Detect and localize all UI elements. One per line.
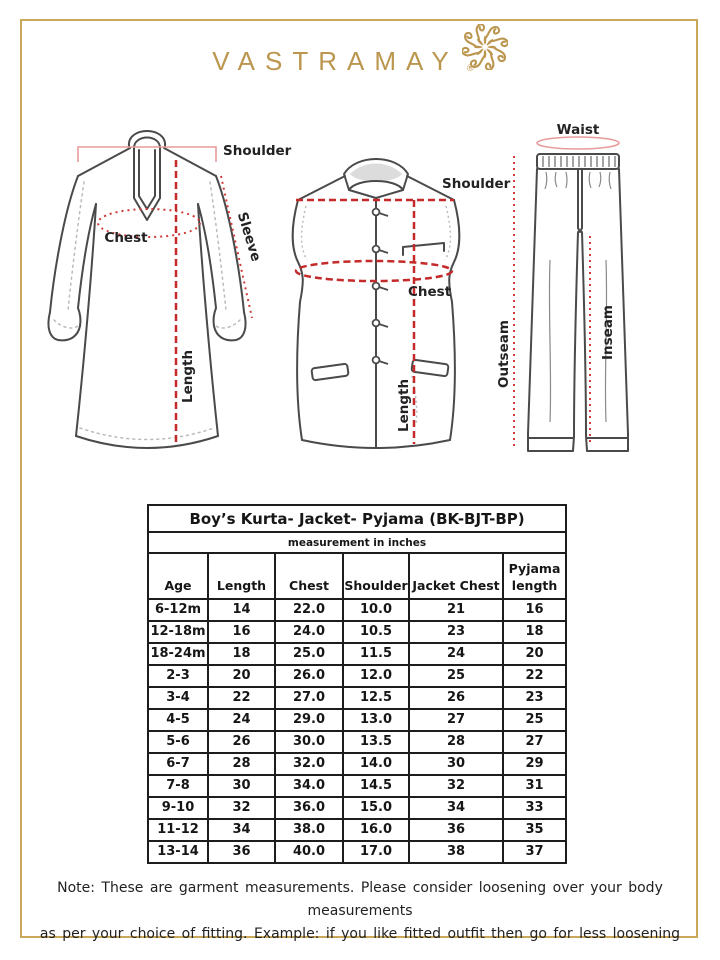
table-cell: 18 <box>208 643 275 665</box>
kurta-outline <box>48 131 245 448</box>
size-table-body <box>148 599 566 863</box>
pyjama-waistband-elastic <box>543 156 615 167</box>
table-cell: 27 <box>409 709 503 731</box>
brand-logo <box>0 24 720 84</box>
table-cell: 12-18m <box>148 621 208 643</box>
table-cell: 20 <box>503 643 566 665</box>
kurta-sleeve-label: Sleeve <box>233 210 264 264</box>
col-shoulder: Shoulder <box>343 553 409 599</box>
table-cell: 20 <box>208 665 275 687</box>
table-row <box>148 687 566 709</box>
table-row <box>148 709 566 731</box>
table-cell: 10.5 <box>343 621 409 643</box>
table-cell: 11.5 <box>343 643 409 665</box>
table-cell: 18 <box>503 621 566 643</box>
table-cell: 40.0 <box>275 841 343 863</box>
table-cell: 16 <box>503 599 566 621</box>
table-cell: 36.0 <box>275 797 343 819</box>
col-jacket-chest: Jacket Chest <box>409 553 503 599</box>
table-cell: 38.0 <box>275 819 343 841</box>
table-title: Boy’s Kurta- Jacket- Pyjama (BK-BJT-BP) <box>148 505 566 532</box>
table-cell: 21 <box>409 599 503 621</box>
table-cell: 31 <box>503 775 566 797</box>
table-row <box>148 731 566 753</box>
table-cell: 7-8 <box>148 775 208 797</box>
table-cell: 34 <box>208 819 275 841</box>
table-cell: 30 <box>409 753 503 775</box>
table-cell: 23 <box>503 687 566 709</box>
table-cell: 23 <box>409 621 503 643</box>
brand-wordmark: VASTRAMAY <box>212 46 459 76</box>
jacket-collar-opening <box>350 164 402 182</box>
table-cell: 16.0 <box>343 819 409 841</box>
table-cell: 13.0 <box>343 709 409 731</box>
table-cell: 6-7 <box>148 753 208 775</box>
table-cell: 24.0 <box>275 621 343 643</box>
table-cell: 33 <box>503 797 566 819</box>
jacket-diagram <box>284 148 512 480</box>
size-table <box>147 504 567 864</box>
table-row <box>148 775 566 797</box>
jacket-outline <box>293 159 460 448</box>
table-subtitle: measurement in inches <box>148 532 566 553</box>
note-line-1: Note: These are garment measurements. Please consider loosening over your body measurements <box>57 880 663 920</box>
table-cell: 30 <box>208 775 275 797</box>
table-cell: 27.0 <box>275 687 343 709</box>
jacket-buttons <box>373 209 388 364</box>
jacket-chest-label: Chest <box>408 284 452 300</box>
table-cell: 27 <box>503 731 566 753</box>
table-cell: 26 <box>409 687 503 709</box>
pyjama-diagram <box>494 110 706 482</box>
table-cell: 22 <box>208 687 275 709</box>
table-cell: 25 <box>503 709 566 731</box>
table-cell: 22.0 <box>275 599 343 621</box>
pyjama-outseam-label: Outseam <box>496 320 512 388</box>
table-cell: 32 <box>409 775 503 797</box>
table-cell: 24 <box>208 709 275 731</box>
table-cell: 32 <box>208 797 275 819</box>
pyjama-inseam-label: Inseam <box>600 304 616 360</box>
table-cell: 35 <box>503 819 566 841</box>
table-cell: 34.0 <box>275 775 343 797</box>
table-cell: 36 <box>208 841 275 863</box>
col-pyjama-length: Pyjama length <box>503 553 566 599</box>
measurement-note <box>36 877 684 946</box>
table-cell: 2-3 <box>148 665 208 687</box>
col-age: Age <box>148 553 208 599</box>
table-cell: 12.5 <box>343 687 409 709</box>
table-cell: 37 <box>503 841 566 863</box>
kurta-measure-marks <box>78 147 252 444</box>
table-cell: 34 <box>409 797 503 819</box>
jacket-shoulder-label: Shoulder <box>442 176 511 192</box>
table-cell: 14.5 <box>343 775 409 797</box>
brand-logo-end <box>462 24 508 84</box>
table-cell: 13.5 <box>343 731 409 753</box>
table-header-row <box>148 553 566 599</box>
table-row <box>148 753 566 775</box>
table-cell: 25 <box>409 665 503 687</box>
kurta-length-label: Length <box>180 349 196 403</box>
table-cell: 16 <box>208 621 275 643</box>
table-cell: 18-24m <box>148 643 208 665</box>
table-cell: 29 <box>503 753 566 775</box>
table-cell: 10.0 <box>343 599 409 621</box>
table-cell: 22 <box>503 665 566 687</box>
table-cell: 28 <box>409 731 503 753</box>
kurta-diagram <box>26 110 298 482</box>
jacket-length-label: Length <box>396 378 412 432</box>
table-cell: 4-5 <box>148 709 208 731</box>
table-cell: 38 <box>409 841 503 863</box>
table-cell: 17.0 <box>343 841 409 863</box>
registered-mark: ® <box>465 64 475 74</box>
table-cell: 15.0 <box>343 797 409 819</box>
table-cell: 26 <box>208 731 275 753</box>
table-cell: 14 <box>208 599 275 621</box>
table-row <box>148 621 566 643</box>
col-length: Length <box>208 553 275 599</box>
table-cell: 12.0 <box>343 665 409 687</box>
table-cell: 25.0 <box>275 643 343 665</box>
table-cell: 26.0 <box>275 665 343 687</box>
table-cell: 11-12 <box>148 819 208 841</box>
table-cell: 9-10 <box>148 797 208 819</box>
pyjama-waist-label: Waist <box>556 122 600 138</box>
table-row <box>148 797 566 819</box>
table-cell: 14.0 <box>343 753 409 775</box>
size-table-section <box>147 504 567 864</box>
table-cell: 6-12m <box>148 599 208 621</box>
table-cell: 36 <box>409 819 503 841</box>
table-cell: 24 <box>409 643 503 665</box>
table-cell: 29.0 <box>275 709 343 731</box>
pyjama-outline <box>528 154 628 451</box>
col-chest: Chest <box>275 553 343 599</box>
note-line-2: as per your choice of fitting. Example: if you like fitted outfit then go for less loosening <box>39 926 681 943</box>
table-cell: 5-6 <box>148 731 208 753</box>
table-cell: 28 <box>208 753 275 775</box>
table-row <box>148 643 566 665</box>
table-row <box>148 665 566 687</box>
kurta-chest-label: Chest <box>104 230 148 246</box>
table-row <box>148 841 566 863</box>
table-cell: 13-14 <box>148 841 208 863</box>
kurta-shoulder-label: Shoulder <box>223 143 292 159</box>
table-cell: 3-4 <box>148 687 208 709</box>
table-cell: 30.0 <box>275 731 343 753</box>
table-cell: 32.0 <box>275 753 343 775</box>
table-row <box>148 599 566 621</box>
table-row <box>148 819 566 841</box>
